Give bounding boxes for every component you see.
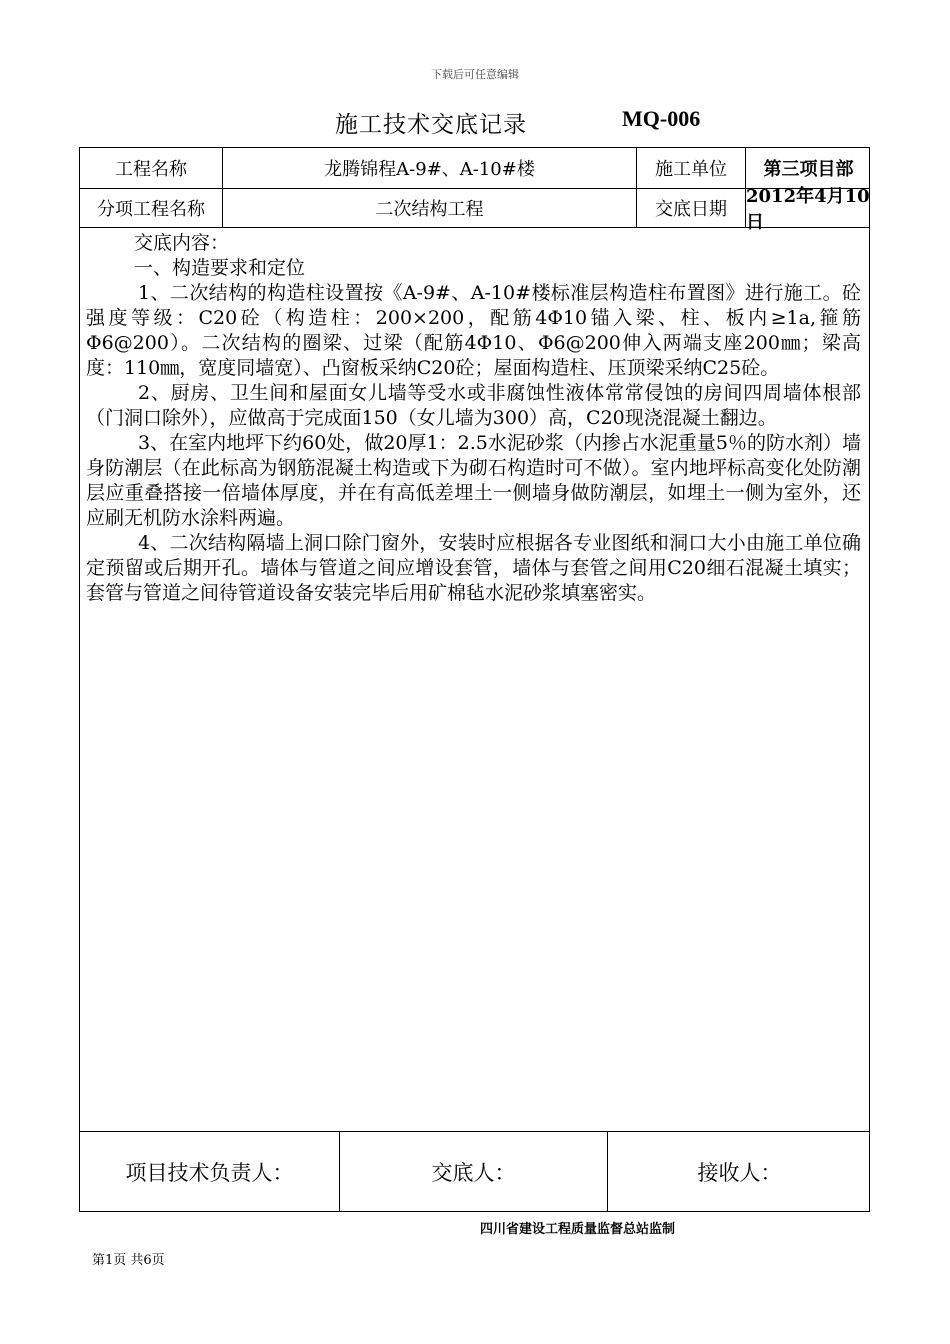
project-name-value: 龙腾锦程A-9#、A-10#楼 — [223, 148, 637, 188]
top-note: 下载后可任意编辑 — [431, 68, 519, 81]
tech-lead-signature: 项目技术负责人： — [80, 1132, 340, 1212]
title-row — [0, 106, 950, 140]
page-number: 第1页 共6页 — [92, 1253, 165, 1268]
project-name-label: 工程名称 — [80, 148, 223, 188]
section-heading: 一、构造要求和定位 — [134, 257, 306, 279]
discloser-signature: 交底人： — [340, 1132, 608, 1212]
paragraph-3: 3、在室内地坪下约60处，做20厚1：2.5水泥砂浆（内掺占水泥重量5％的防水剂）墙身防潮层（在此标高为钢筋混凝土构造或下为砌石构造时可不做）。室内地坪标高变化处防潮层应重叠搭接一倍墙体厚度，并在有高低差埋土一侧墙身做防潮层，如埋土一侧为室外，还应刷无机防水涂料两遍。 — [86, 432, 861, 529]
disclosure-content — [80, 228, 869, 1132]
paragraph-2: 2、厨房、卫生间和屋面女儿墙等受水或非腐蚀性液体常常侵蚀的房间四周墙体根部（门洞口除外），应做高于完成面150（女儿墙为300）高，C20现浇混凝土翻边。 — [86, 382, 861, 429]
construction-unit-label: 施工单位 — [637, 148, 746, 188]
supervisor-note: 四川省建设工程质量监督总站监制 — [480, 1222, 676, 1237]
subproject-name-label: 分项工程名称 — [80, 189, 223, 227]
content-heading: 交底内容： — [134, 232, 230, 254]
paragraph-4: 4、二次结构隔墙上洞口除门窗外，安装时应根据各专业图纸和洞口大小由施工单位确定预留或后期开孔。墙体与管道之间应增设套管，墙体与套管之间用C20细石混凝土填实；套管与管道之间待管道设备安装完毕后用矿棉毡水泥砂浆填塞密实。 — [86, 532, 861, 604]
page-title: 施工技术交底记录 — [335, 112, 527, 138]
receiver-signature: 接收人： — [697, 1161, 782, 1185]
signature-row — [80, 1132, 869, 1212]
disclosure-date-value: 2012年4月10日 — [746, 186, 870, 233]
header-row-subproject — [80, 186, 870, 233]
construction-unit-value: 第三项目部 — [763, 159, 854, 180]
disclosure-date-label: 交底日期 — [637, 189, 746, 227]
paragraph-1: 1、二次结构的构造柱设置按《A-9#、A-10#楼标准层构造柱布置图》进行施工。砼强度等级：C20砼（构造柱：200×200，配筋4Φ10锚入梁、柱、板内≥1a,箍筋Φ6@200）。二次结构的圈梁、过梁（配筋4Φ10、Φ6@200伸入两端支座200㎜；梁高度：110㎜，宽度同墙宽）、凸窗板采纳C20砼；屋面构造柱、压顶梁采纳C25砼。 — [86, 282, 861, 379]
subproject-name-value: 二次结构工程 — [223, 189, 637, 227]
form-code: MQ-006 — [622, 106, 701, 131]
disclosure-form — [79, 147, 870, 1212]
